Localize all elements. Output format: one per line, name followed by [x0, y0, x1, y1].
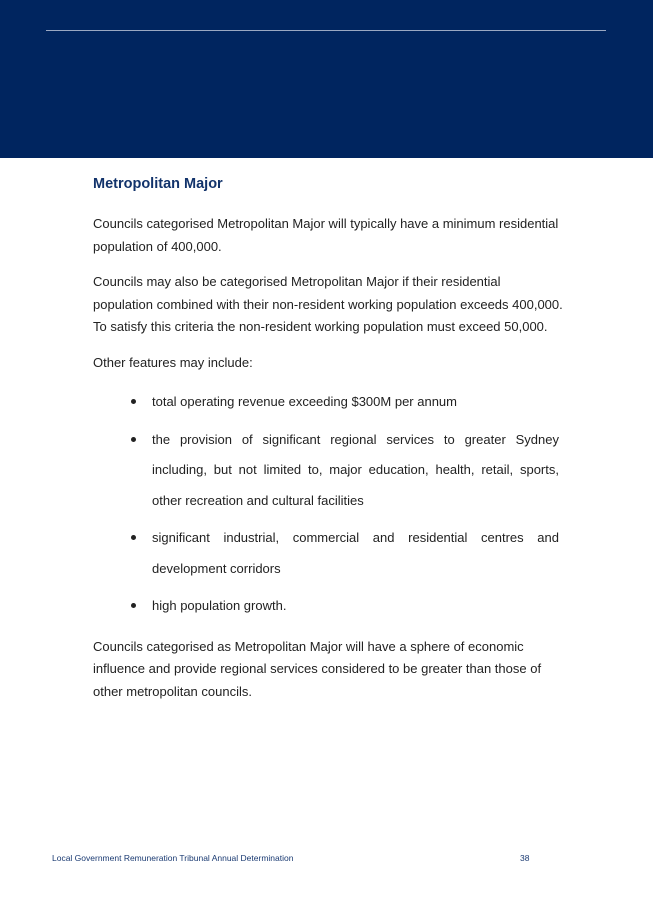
bullet-icon — [131, 535, 136, 540]
features-list — [93, 387, 563, 622]
paragraph-other-features: Other features may include: — [93, 354, 253, 370]
header-band — [0, 0, 653, 158]
list-item-text: the provision of significant regional services to greater Sydney including, but not limited to, major education, health, retail, sports, other recreation and cultural facilities — [152, 431, 559, 508]
footer-title: Local Government Remuneration Tribunal Annual Determination — [52, 853, 294, 863]
section-heading: Metropolitan Major — [93, 176, 223, 192]
list-item — [93, 523, 559, 584]
list-item — [93, 591, 559, 622]
list-item-text: total operating revenue exceeding $300M per annum — [152, 394, 457, 409]
list-item-text: high population growth. — [152, 598, 287, 613]
paragraph-minimum-population: Councils categorised Metropolitan Major will typically have a minimum residential population of 400,000. — [93, 216, 559, 254]
page-number: 38 — [520, 853, 530, 863]
header-rule — [46, 30, 606, 31]
bullet-icon — [131, 603, 136, 608]
paragraph-combined-population: Councils may also be categorised Metropolitan Major if their residential population combined with their non-resident working population exceeds 400,000. To satisfy this criteria the non-resident working population must exceed 50,000. — [93, 274, 563, 334]
list-item — [93, 387, 559, 418]
bullet-icon — [131, 437, 136, 442]
page-content — [93, 174, 563, 716]
bullet-icon — [131, 399, 136, 404]
list-item-text: significant industrial, commercial and residential centres and development corridors — [152, 530, 559, 576]
paragraph-sphere-of-influence: Councils categorised as Metropolitan Major will have a sphere of economic influence and provide regional services considered to be greater than those of other metropolitan councils. — [93, 638, 542, 699]
list-item — [93, 425, 559, 517]
